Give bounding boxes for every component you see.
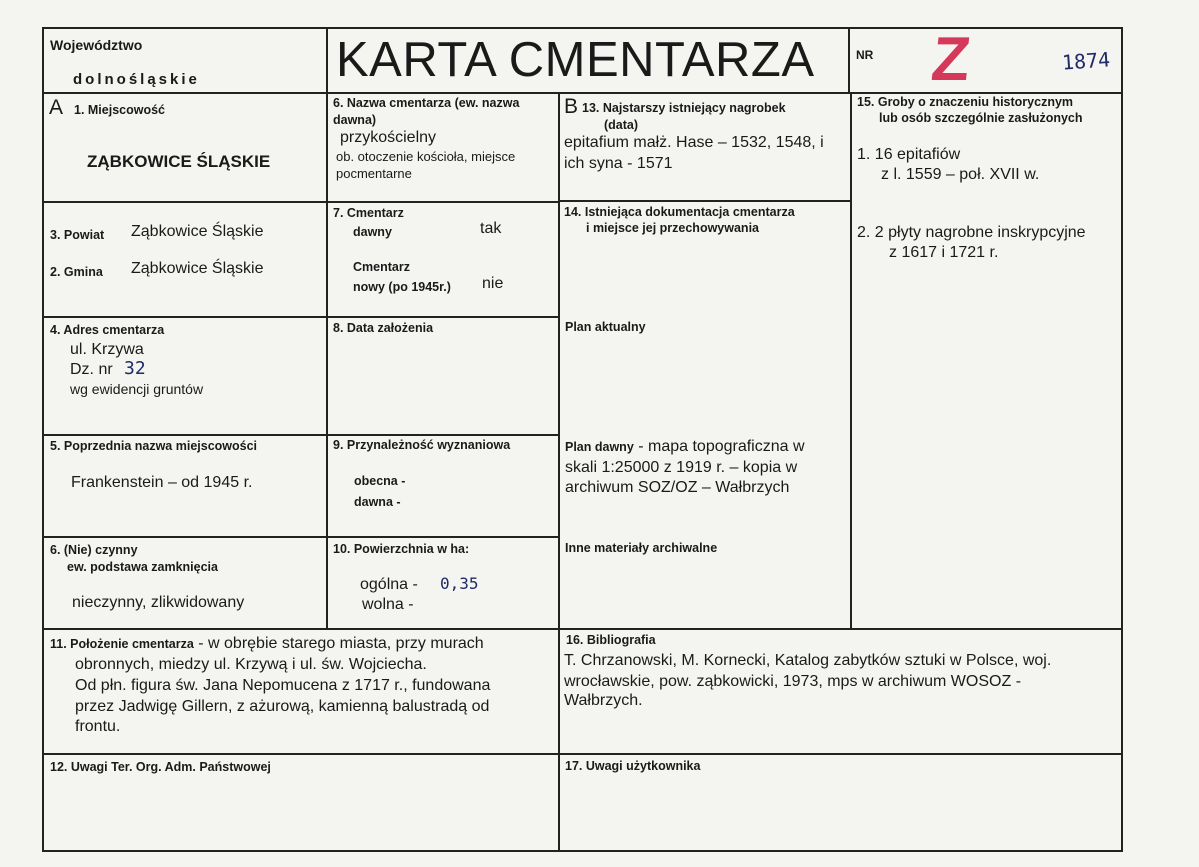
f1-label: 1. Miejscowość xyxy=(74,103,166,117)
f17-label: 17. Uwagi użytkownika xyxy=(565,759,701,773)
f14-other-materials: Inne materiały archiwalne xyxy=(565,541,718,555)
f8-label: 8. Data założenia xyxy=(333,321,434,335)
f4-plot-number: 32 xyxy=(124,358,146,379)
f10-label: 10. Powierzchnia w ha: xyxy=(333,542,470,556)
f9-former: dawna - xyxy=(354,495,401,509)
f10-free-label: wolna - xyxy=(362,596,414,613)
f10-total-label: ogólna - xyxy=(360,576,418,593)
f6b-note-2: pocmentarne xyxy=(336,166,412,181)
f14-plan-old-line-1: - mapa topograficzna w xyxy=(633,438,805,455)
f14-plan-old-line-2: skali 1:25000 z 1919 r. – kopia w xyxy=(565,459,798,476)
f14-label: 14. Istniejąca dokumentacja cmentarza xyxy=(564,205,795,219)
f12-label: 12. Uwagi Ter. Org. Adm. Państwowej xyxy=(50,760,271,774)
f11-text-4: przez Jadwigę Gillern, z ażurową, kamienną balustradą od xyxy=(75,698,490,715)
frame-right xyxy=(1121,27,1123,852)
f4-registry-note: wg ewidencji gruntów xyxy=(70,381,204,397)
f11-label: 11. Położenie cmentarza xyxy=(50,637,194,651)
header-sep-1 xyxy=(326,27,328,93)
f6-label: 6. (Nie) czynny xyxy=(50,543,138,557)
f7-new-label: Cmentarz xyxy=(353,260,410,274)
col-sep-c xyxy=(850,92,852,630)
frame-left xyxy=(42,27,44,852)
nr-label: NR xyxy=(856,48,874,62)
f15-item-1-detail: z l. 1559 – poł. XVII w. xyxy=(881,166,1040,183)
f11-line-1 xyxy=(50,633,555,655)
f14-sublabel: i miejsce jej przechowywania xyxy=(586,221,759,235)
f6b-note-1: ob. otoczenie kościoła, miejsce xyxy=(336,149,516,164)
f2-value: Ząbkowice Śląskie xyxy=(131,260,264,277)
page-title: KARTA CMENTARZA xyxy=(336,33,815,87)
f6-sublabel: ew. podstawa zamknięcia xyxy=(67,560,218,574)
voivodeship-value: dolnośląskie xyxy=(73,71,200,88)
f16-line-1: T. Chrzanowski, M. Kornecki, Katalog zabytków sztuki w Polsce, woj. xyxy=(564,652,1052,669)
f13-label: 13. Najstarszy istniejący nagrobek xyxy=(582,101,786,115)
f7-label: 7. Cmentarz xyxy=(333,206,404,220)
f5-value: Frankenstein – od 1945 r. xyxy=(71,474,253,491)
row-sep-col3 xyxy=(558,200,851,202)
row-sep-1 xyxy=(42,201,559,203)
f6b-label-2: dawna) xyxy=(333,113,377,127)
f11-text-3: Od płn. figura św. Jana Nepomucena z 1717 r., fundowana xyxy=(75,677,491,694)
f9-current: obecna - xyxy=(354,474,406,488)
f16-line-2: wrocławskie, pow. ząbkowicki, 1973, mps w archiwum WOSOZ - xyxy=(564,673,1022,690)
f13-line-2: ich syna - 1571 xyxy=(564,155,673,172)
f14-plan-old-line-3: archiwum SOZ/OZ – Wałbrzych xyxy=(565,479,790,496)
row-sep-6 xyxy=(42,753,1123,755)
f15-item-2-detail: z 1617 i 1721 r. xyxy=(889,244,999,261)
f13-line-1: epitafium małż. Hase – 1532, 1548, i xyxy=(564,134,824,151)
section-a-letter: A xyxy=(49,96,64,119)
f15-sublabel: lub osób szczególnie zasłużonych xyxy=(879,111,1083,125)
row-sep-4 xyxy=(42,536,559,538)
f14-plan-old-2 xyxy=(565,457,848,478)
f7-new-value: nie xyxy=(482,275,504,292)
f4-label: 4. Adres cmentarza xyxy=(50,323,165,337)
f4-street: ul. Krzywa xyxy=(70,341,144,358)
f2-label: 2. Gmina xyxy=(50,265,103,279)
f3-label: 3. Powiat xyxy=(50,228,105,242)
row-sep-5 xyxy=(42,628,1123,630)
f6b-value: przykościelny xyxy=(340,129,437,146)
col-sep-a xyxy=(326,92,328,630)
f11-text-5: frontu. xyxy=(75,718,121,735)
row-sep-2 xyxy=(42,316,559,318)
f15-item-1: 1. 16 epitafiów xyxy=(857,146,961,163)
voivodeship-label: Województwo xyxy=(50,37,143,53)
f15-label: 15. Groby o znaczeniu historycznym xyxy=(857,95,1074,109)
f13-sublabel: (data) xyxy=(604,118,639,132)
f7-old-label: dawny xyxy=(353,225,392,239)
f16-label: 16. Bibliografia xyxy=(566,633,656,647)
f10-total-value: 0,35 xyxy=(440,574,479,593)
col-sep-b xyxy=(558,92,560,852)
row-sep-3 xyxy=(42,434,559,436)
f6-value: nieczynny, zlikwidowany xyxy=(72,594,245,611)
f3-value: Ząbkowice Śląskie xyxy=(131,223,264,240)
nr-letter-stamp: Z xyxy=(928,25,974,94)
f11-text-1: - w obrębie starego miasta, przy murach xyxy=(193,635,484,652)
f14-plan-old-label: Plan dawny xyxy=(565,440,634,454)
f9-label: 9. Przynależność wyznaniowa xyxy=(333,438,511,452)
f1-value: ZĄBKOWICE ŚLĄSKIE xyxy=(87,152,271,171)
f4-plot-prefix: Dz. nr xyxy=(70,361,113,378)
frame-bottom xyxy=(42,850,1123,852)
section-b-letter: B xyxy=(564,95,579,118)
f11-text-2: obronnych, miedzy ul. Krzywą i ul. św. Wojciecha. xyxy=(75,656,427,673)
nr-number: 1874 xyxy=(1061,47,1111,75)
f15-item-2: 2. 2 płyty nagrobne inskrypcyjne xyxy=(857,224,1086,241)
header-sep-2 xyxy=(848,27,850,93)
f7-new-sublabel: nowy (po 1945r.) xyxy=(353,280,451,294)
f6b-label: 6. Nazwa cmentarza (ew. nazwa xyxy=(333,96,520,110)
f7-old-value: tak xyxy=(480,220,502,237)
f5-label: 5. Poprzednia nazwa miejscowości xyxy=(50,439,258,453)
f16-line-3: Wałbrzych. xyxy=(564,692,643,709)
f14-plan-current: Plan aktualny xyxy=(565,320,646,334)
f14-plan-old xyxy=(565,436,848,458)
